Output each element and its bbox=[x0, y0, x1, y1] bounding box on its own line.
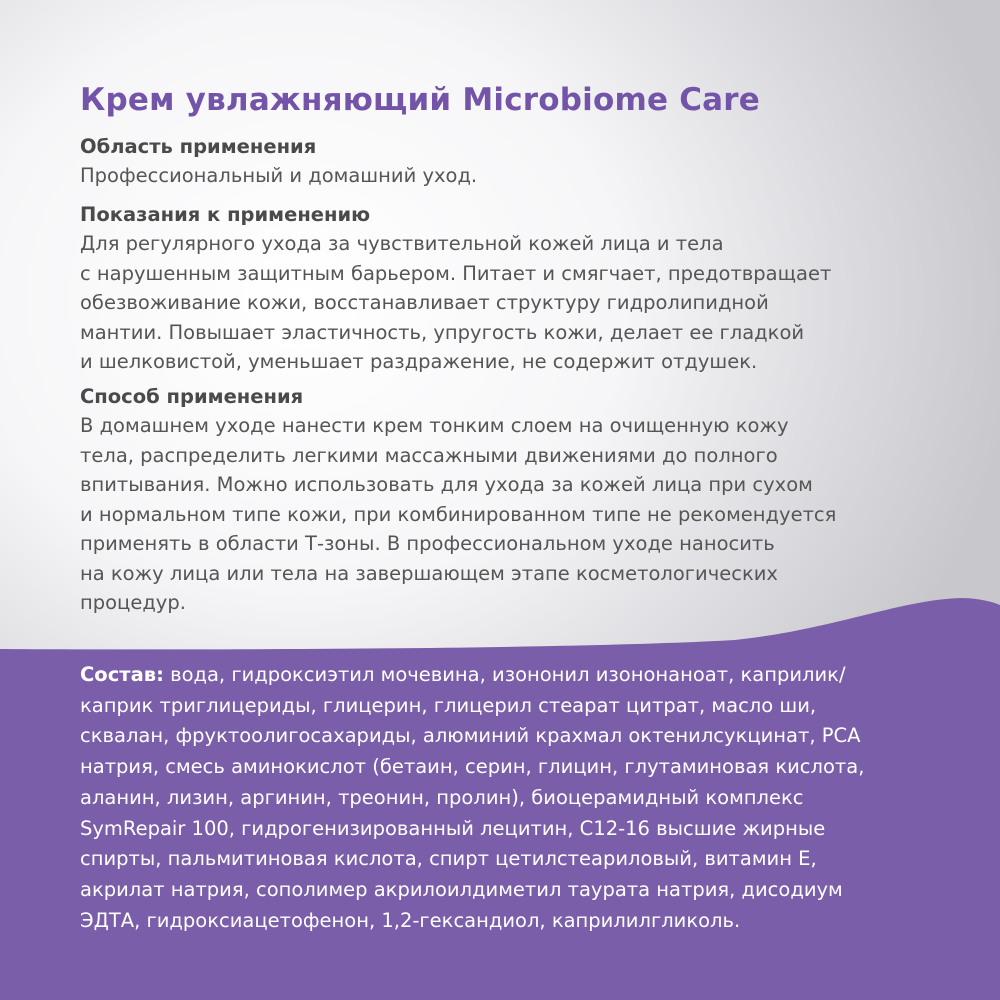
section-text-line: процедур. bbox=[80, 591, 186, 614]
page-title: Крем увлажняющий Microbiome Care bbox=[80, 82, 760, 118]
section-text-line: впитывания. Можно использовать для ухода за кожей лица при сухом bbox=[80, 473, 813, 496]
section-indications bbox=[80, 200, 960, 377]
composition-text: вода, гидроксиэтил мочевина, изононил изононаноат, каприлик/ bbox=[163, 663, 846, 686]
composition-line: сквалан, фруктоолигосахариды, алюминий крахмал октенилсукцинат, PCA bbox=[80, 724, 861, 748]
section-text-line: мантии. Повышает эластичность, упругость кожи, делает ее гладкой bbox=[80, 320, 805, 344]
composition-line bbox=[80, 660, 960, 691]
composition-block bbox=[80, 660, 960, 936]
composition-label: Состав: bbox=[80, 663, 164, 686]
section-text-line: Для регулярного ухода за чувствительной кожей лица и тела bbox=[80, 232, 724, 255]
section-heading: Способ применения bbox=[80, 385, 304, 408]
composition-line: спирты, пальмитиновая кислота, спирт цетилстеариловый, витамин Е, bbox=[80, 847, 817, 871]
composition-line: SymRepair 100, гидрогенизированный лецитин, С12-16 высшие жирные bbox=[80, 816, 826, 840]
section-text-line: обезвоживание кожи, восстанавливает структуру гидролипидной bbox=[80, 291, 769, 314]
section-heading: Область применения bbox=[80, 135, 317, 158]
section-text-line: и нормальном типе кожи, при комбинированном типе не рекомендуется bbox=[80, 502, 837, 526]
composition-line: натрия, смесь аминокислот (бетаин, серин, глицин, глутаминовая кислота, bbox=[80, 755, 865, 779]
section-heading: Показания к применению bbox=[80, 203, 371, 226]
composition-line: аланин, лизин, аргинин, треонин, пролин), биоцерамидный комплекс bbox=[80, 785, 804, 809]
section-text-line: с нарушенным защитным барьером. Питает и смягчает, предотвращает bbox=[80, 261, 832, 285]
section-text-line: и шелковистой, уменьшает раздражение, не содержит отдушек. bbox=[80, 350, 758, 373]
section-text-line: на кожу лица или тела на завершающем этапе косметологических bbox=[80, 561, 778, 585]
section-text-line: Профессиональный и домашний уход. bbox=[80, 164, 478, 187]
section-text-line: тела, распределить легкими массажными движениями до полного bbox=[80, 443, 778, 467]
section-text-line: применять в области Т-зоны. В профессиональном уходе наносить bbox=[80, 532, 775, 555]
section-method bbox=[80, 382, 960, 618]
composition-line: акрилат натрия, сополимер акрилоилдиметил таурата натрия, дисодиум bbox=[80, 877, 843, 901]
composition-line: каприк триглицериды, глицерин, глицерил стеарат цитрат, масло ши, bbox=[80, 693, 817, 717]
section-text-line: В домашнем уходе нанести крем тонким слоем на очищенную кожу bbox=[80, 414, 789, 437]
section-area bbox=[80, 132, 960, 191]
composition-line: ЭДТА, гидроксиацетофенон, 1,2-гександиол, каприлилгликоль. bbox=[80, 908, 741, 932]
